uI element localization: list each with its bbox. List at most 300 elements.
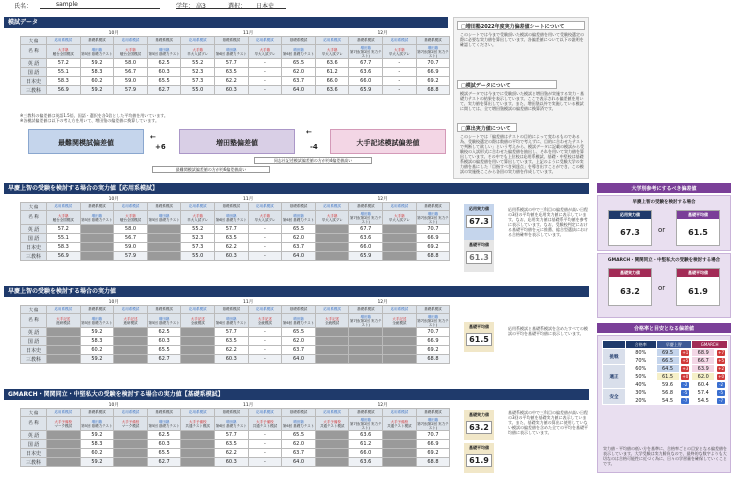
section-description: 応用系模試と基礎系模試を含めたすべての模試の平均を基礎平均値に表示しています。 [508, 326, 588, 336]
mock-type-cell: 基礎系模試 [147, 203, 181, 211]
score-cell: 58.3 [47, 77, 81, 86]
rate-cell: 60% [625, 365, 656, 373]
score-cell: 57.9 [114, 86, 148, 95]
mock-name-cell [282, 211, 316, 225]
mock-name-cell [282, 314, 316, 328]
mock-type-cell: 応用系模試 [383, 409, 417, 417]
kpi-label: 基礎実力値 [469, 412, 489, 417]
score-row [21, 59, 450, 68]
score-cell [47, 355, 81, 364]
mock-name: 第7回(第2回 実力テスト) [417, 421, 449, 430]
pass-rate-table [602, 340, 728, 405]
kpi-label: 基礎平均値 [469, 242, 489, 247]
score-cell [80, 225, 114, 234]
elective-label: 選択： [228, 3, 247, 10]
score-cell: 68.8 [416, 458, 450, 467]
score-cell [315, 337, 349, 346]
name-label: 氏名： [14, 3, 33, 10]
mock-name-cell [349, 417, 383, 431]
score-cell: 69.2 [416, 449, 450, 458]
score-cell: 56.9 [47, 86, 81, 95]
subject-name: 国 語 [21, 68, 47, 77]
mock-type-cell: 基礎系模試 [282, 409, 316, 417]
gmarch-diff [715, 389, 728, 397]
kpi-box [464, 204, 494, 240]
subject-name: 三教科 [21, 86, 47, 95]
gmarch-diff [715, 365, 728, 373]
panel-text: 模試データでは今までに受験頂いた模試と増田塾が実施する実力・基礎力テストの結果を表示しています。ここで表示される偏差値を用いて、実力値を算出しています。また、増田塾以外で実施している模試に関しては、全て増田塾模試の偏差値に換算済です。 [460, 91, 584, 111]
student-info-line [0, 0, 300, 12]
mock-organizer: 大手記述 [56, 316, 71, 321]
sokei-diff [679, 381, 692, 389]
band-label: 適正 [603, 365, 626, 389]
score-cell: 59.2 [80, 328, 114, 337]
mock-name: 全統模試 [257, 320, 272, 325]
sokei-value: 59.6 [656, 381, 679, 389]
diff-chip: -7 [719, 397, 724, 403]
score-row [21, 449, 450, 458]
mock-organizer: 増田塾 [226, 47, 237, 52]
score-cell: - [248, 337, 282, 346]
target-box-sokei [597, 195, 731, 251]
diff-chip: -7 [683, 397, 688, 403]
mock-type-cell: 基礎系模試 [215, 306, 249, 314]
diff-chip: +3 [682, 365, 689, 371]
mock-type-cell: 応用系模試 [181, 203, 215, 211]
mock-type-cell: 応用系模試 [114, 306, 148, 314]
mock-type-cell: 基礎系模試 [349, 409, 383, 417]
header-subject: 名 称 [21, 314, 47, 328]
mock-name-cell [80, 211, 114, 225]
mock-organizer: 大手塾 [192, 47, 203, 52]
gmarch-diff [715, 381, 728, 389]
mock-organizer: 増田塾 [293, 316, 304, 321]
score-cell: 59.0 [114, 243, 148, 252]
mock-organizer: 大手塾 [326, 47, 338, 52]
score-cell [349, 355, 383, 364]
mock-name: 第6回 基礎力テスト [282, 423, 315, 428]
score-cell: - [383, 86, 417, 95]
diff-chip: -5 [683, 389, 688, 395]
score-cell: 57.9 [114, 252, 148, 261]
score-cell [349, 346, 383, 355]
score-cell: 60.2 [80, 346, 114, 355]
kpi-label: 応用実力値 [469, 206, 489, 211]
score-cell [47, 458, 81, 467]
mock-name: 早大入試プレ [254, 217, 276, 222]
score-cell: 63.5 [215, 440, 249, 449]
header-dist: 大 偏 [21, 409, 47, 417]
mock-organizer: 増田塾 [293, 213, 304, 218]
basic-mock-table [20, 402, 450, 467]
mock-name: 第7回(第2回 実力テスト) [350, 318, 382, 327]
rate-cell: 50% [625, 373, 656, 381]
gmarch-value: 63.9 [692, 365, 715, 373]
mock-name: 第5回 基礎力テスト [81, 51, 113, 56]
score-cell: 60.2 [80, 449, 114, 458]
sokei-header: 早慶上智 [656, 341, 692, 349]
name-value: sample [56, 1, 78, 8]
kpi-value: 61.5 [466, 333, 492, 346]
mock-type-cell: 基礎系模試 [215, 203, 249, 211]
mock-organizer: 大手塾 [326, 213, 338, 218]
sokei-value: 69.5 [656, 349, 679, 357]
value-card-label: 応用実力値 [609, 211, 651, 219]
score-cell: 60.3 [147, 337, 181, 346]
mock-name: 第5回 基礎力テスト [81, 320, 113, 325]
score-cell: 60.3 [215, 86, 249, 95]
mock-name: 共通テスト模試 [252, 423, 278, 428]
score-cell [80, 252, 114, 261]
mock-name: 第7回(第2回 実力テスト) [417, 49, 449, 58]
mock-type-cell: 応用系模試 [181, 306, 215, 314]
score-cell: - [248, 68, 282, 77]
mock-organizer: 大手記述 [190, 316, 205, 321]
score-cell: 60.3 [215, 355, 249, 364]
gmarch-header: GMARCH [692, 341, 728, 349]
pass-rate-row [603, 389, 728, 397]
score-cell: 56.7 [114, 68, 148, 77]
score-cell: 65.9 [349, 252, 383, 261]
mock-name: マーク模試 [121, 423, 140, 428]
score-cell: 55.0 [181, 252, 215, 261]
mock-name-cell [349, 314, 383, 328]
value-card [608, 210, 652, 246]
kpi-value: 61.9 [466, 454, 492, 467]
score-cell [181, 458, 215, 467]
score-cell [80, 234, 114, 243]
mock-name-cell [80, 45, 114, 59]
mock-name-cell [114, 314, 148, 328]
subject-name: 英 語 [21, 59, 47, 68]
gmarch-value: 68.9 [692, 349, 715, 357]
mock-name: 早大入試プレ [321, 51, 343, 56]
score-cell [383, 449, 417, 458]
subject-name: 国 語 [21, 337, 47, 346]
score-cell [315, 440, 349, 449]
score-cell: - [248, 440, 282, 449]
score-cell [114, 431, 148, 440]
subject-name: 英 語 [21, 431, 47, 440]
band-label: 挑戦 [603, 349, 626, 365]
month-header: 11月 [181, 196, 315, 203]
mock-name-cell [47, 314, 81, 328]
mock-name: 第6回 基礎力テスト [215, 217, 247, 222]
mock-organizer: 大手塾 [125, 47, 136, 52]
mock-type-cell: 基礎系模試 [282, 37, 316, 45]
score-cell: 60.3 [215, 458, 249, 467]
advanced-mock-table [20, 196, 450, 261]
band-label: 安全 [603, 389, 626, 405]
score-cell [383, 346, 417, 355]
score-cell: 63.7 [282, 77, 316, 86]
score-cell [47, 328, 81, 337]
mock-organizer: 増田塾 [293, 419, 304, 424]
score-cell [383, 431, 417, 440]
mock-name: 第7回(第2回 実力テスト) [350, 49, 382, 58]
mock-organizer: 大手塾 [192, 213, 203, 218]
mock-name-cell [248, 417, 282, 431]
value-card-number: 67.3 [620, 228, 640, 237]
score-cell [181, 355, 215, 364]
flow-note-lower: 最難関模試偏差値の方が約6偏差値高い [152, 166, 270, 173]
diff-chip: -5 [719, 389, 724, 395]
mock-name-cell [114, 211, 148, 225]
score-cell: 64.0 [282, 355, 316, 364]
kpi-label: 基礎平均値 [469, 324, 489, 329]
mock-type-cell: 基礎系模試 [80, 306, 114, 314]
mock-name-cell [114, 45, 148, 59]
score-cell: 58.0 [114, 59, 148, 68]
score-cell: 56.7 [114, 234, 148, 243]
name-underline [40, 8, 160, 9]
rate-cell: 40% [625, 381, 656, 389]
score-cell [315, 234, 349, 243]
mock-name-cell [147, 211, 181, 225]
minus-four: -4 [310, 143, 318, 151]
mock-type-cell: 応用系模試 [47, 409, 81, 417]
score-cell: - [248, 225, 282, 234]
score-cell: 68.8 [416, 252, 450, 261]
mock-type-cell: 応用系模試 [315, 203, 349, 211]
score-row [21, 243, 450, 252]
mock-name: 駿台全国模試 [52, 51, 74, 56]
score-cell [383, 458, 417, 467]
sokei-value: 56.8 [656, 389, 679, 397]
score-cell: 57.7 [215, 225, 249, 234]
kpi-value: 63.2 [466, 421, 492, 434]
rate-cell: 30% [625, 389, 656, 397]
flow-box-major-mock: 大手記述模試偏差値 [330, 129, 446, 154]
mock-organizer: 増田塾 [226, 419, 237, 424]
mock-organizer: 大手記述 [392, 316, 407, 321]
score-cell [181, 346, 215, 355]
grade-underline [176, 8, 286, 9]
score-cell [349, 328, 383, 337]
subject-name: 三教科 [21, 458, 47, 467]
mock-name-cell [47, 211, 81, 225]
mock-type-cell: 基礎系模試 [80, 37, 114, 45]
mock-name: 第5回 基礎力テスト [81, 217, 113, 222]
mock-type-cell: 応用系模試 [114, 37, 148, 45]
mock-organizer: 大手塾 [394, 47, 405, 52]
score-cell: 63.6 [315, 86, 349, 95]
score-cell [383, 252, 417, 261]
value-card [608, 268, 652, 306]
mock-name-cell [349, 45, 383, 59]
score-cell: 63.6 [349, 234, 383, 243]
month-header: 12月 [315, 196, 449, 203]
mock-name: 第7回(第2回 実力テスト) [350, 215, 382, 224]
score-cell: 58.3 [80, 440, 114, 449]
mock-name: 第5回 基礎力テスト [148, 423, 180, 428]
value-card-label: 基礎実力値 [609, 269, 651, 277]
panel-text: このシートでは今まで受験頂いた模試の偏差値を用いて受験校選定の際に必要な実力値を算出しています。各偏差値について以下の説明を確認してください。 [460, 32, 584, 47]
subject-name: 日本史 [21, 449, 47, 458]
score-cell [383, 225, 417, 234]
diff-chip: +0 [682, 373, 689, 379]
sokei-value: 64.5 [656, 365, 679, 373]
mock-organizer: 大手記述 [257, 316, 272, 321]
month-header: 12月 [315, 299, 449, 306]
mock-name-cell [383, 211, 417, 225]
score-row [21, 355, 450, 364]
month-header: 11月 [181, 299, 315, 306]
score-cell [315, 431, 349, 440]
mock-organizer: 増田塾 [360, 45, 371, 50]
mock-type-cell: 基礎系模試 [80, 203, 114, 211]
score-cell: 62.7 [147, 458, 181, 467]
score-cell: 59.2 [80, 458, 114, 467]
score-row [21, 346, 450, 355]
gmarch-value: 66.7 [692, 357, 715, 365]
panel-heading: □増田塾2022年度実力偏差値シートについて [457, 21, 585, 30]
score-cell: 59.2 [80, 59, 114, 68]
mock-name: 早大入試プレ [254, 51, 276, 56]
score-cell: - [248, 86, 282, 95]
mock-type-cell: 応用系模試 [47, 37, 81, 45]
score-cell: - [383, 77, 417, 86]
score-cell [114, 337, 148, 346]
score-cell: 57.7 [215, 59, 249, 68]
panel-heading: □算出実力値について [457, 123, 517, 132]
mock-name: 第5回 基礎力テスト [148, 320, 180, 325]
score-cell: 62.2 [215, 449, 249, 458]
score-cell [47, 431, 81, 440]
mock-name-cell [215, 417, 249, 431]
mock-name-cell [215, 45, 249, 59]
score-cell [181, 449, 215, 458]
score-cell: 55.2 [181, 225, 215, 234]
score-cell: 63.6 [349, 68, 383, 77]
score-cell: 57.2 [47, 59, 81, 68]
score-cell: 60.3 [215, 252, 249, 261]
score-cell [383, 234, 417, 243]
mock-organizer: 増田塾 [360, 417, 371, 422]
score-cell: 69.2 [416, 346, 450, 355]
score-cell: 62.2 [215, 243, 249, 252]
mock-name-cell [248, 45, 282, 59]
kpi-box [464, 410, 494, 440]
mock-type-cell: 基礎系模試 [147, 37, 181, 45]
mock-name: 第5回 基礎力テスト [148, 51, 180, 56]
mock-type-cell: 基礎系模試 [147, 409, 181, 417]
mock-name-cell [416, 211, 450, 225]
explanation-panel [453, 17, 589, 179]
score-row [21, 337, 450, 346]
score-cell [47, 346, 81, 355]
score-cell: 58.3 [80, 337, 114, 346]
or-text: or [658, 284, 666, 292]
mock-name: 駿台全国模試 [119, 51, 141, 56]
score-cell: 62.0 [282, 440, 316, 449]
mock-name-cell [383, 45, 417, 59]
header-dist: 大 偏 [21, 306, 47, 314]
score-cell: 63.5 [215, 337, 249, 346]
mock-type-cell: 応用系模試 [315, 409, 349, 417]
waseda-mock-table [20, 299, 450, 364]
score-cell: - [248, 458, 282, 467]
score-cell [383, 337, 417, 346]
mock-name-cell [248, 314, 282, 328]
score-row [21, 68, 450, 77]
score-cell: 65.5 [147, 449, 181, 458]
score-cell [147, 243, 181, 252]
section-title: 早慶上智の受験を検討する場合の実力値【応用系模試】 [4, 183, 589, 194]
sokei-value: 54.5 [656, 397, 679, 405]
mock-organizer: 増田塾 [427, 314, 439, 319]
score-cell [80, 243, 114, 252]
target-box-gmarch [597, 253, 731, 318]
panel-title: 合格率と目安となる偏差値 [597, 323, 731, 333]
score-cell: 52.3 [181, 234, 215, 243]
score-cell: 59.2 [80, 355, 114, 364]
score-cell: - [248, 431, 282, 440]
mock-organizer: 大手塾 [58, 47, 69, 52]
mock-name: 共通テスト模試 [387, 423, 412, 428]
score-cell: 66.0 [349, 77, 383, 86]
score-cell: 62.0 [282, 68, 316, 77]
flow-box-masuda: 増田塾偏差値 [179, 129, 295, 154]
mock-name-cell [47, 417, 81, 431]
score-cell: 60.3 [147, 68, 181, 77]
mock-type-row [21, 409, 450, 417]
mock-name: 第5回 基礎力テスト [81, 423, 113, 428]
mock-type-cell: 応用系模試 [383, 306, 417, 314]
score-cell [47, 337, 81, 346]
rate-cell: 70% [625, 357, 656, 365]
mock-type-cell: 応用系模試 [248, 203, 282, 211]
score-cell [383, 355, 417, 364]
sokei-value: 61.5 [656, 373, 679, 381]
sokei-diff [679, 365, 692, 373]
score-cell [47, 440, 81, 449]
subject-name: 日本史 [21, 346, 47, 355]
mock-name: 第6回 基礎力テスト [282, 217, 315, 222]
score-cell: 62.2 [215, 77, 249, 86]
mock-organizer: 大手予備校 [323, 419, 341, 424]
pass-rate-footnote: 実力値・平均値の低い方を基準に、合格率ごとの目安となる偏差値を表示しています。大学受験は実力勝負なので、最終的な数字よりも大切なのは合格可能性に近づく為に、日々の学習量を確保していくことです。 [603, 446, 727, 466]
mock-name: 第7回(第2回 実力テスト) [350, 421, 382, 430]
mock-name-row [21, 314, 450, 328]
mock-type-cell: 応用系模試 [47, 306, 81, 314]
sokei-diff [679, 349, 692, 357]
mock-type-cell: 応用系模試 [114, 409, 148, 417]
mock-type-cell: 基礎系模試 [282, 306, 316, 314]
score-cell [181, 337, 215, 346]
flow-note-upper: 同志社記述模試偏差値の方が約4偏差値高い [254, 157, 372, 164]
mock-type-cell: 基礎系模試 [349, 203, 383, 211]
gmarch-value: 54.5 [692, 397, 715, 405]
score-cell [114, 346, 148, 355]
mock-name-cell [181, 211, 215, 225]
score-cell: - [248, 77, 282, 86]
mock-name-cell [282, 45, 316, 59]
score-cell: 62.7 [147, 86, 181, 95]
panel-heading: □模試データについて [457, 80, 557, 89]
mock-organizer: 増田塾 [91, 419, 103, 424]
mock-name: 第7回(第2回 実力テスト) [417, 215, 449, 224]
mock-name: 駿台全国模試 [119, 217, 141, 222]
mock-name-cell [416, 45, 450, 59]
score-cell [147, 252, 181, 261]
mock-organizer: 大手予備校 [121, 419, 140, 424]
section-description: 基礎系模試の中で三科目の偏差値が高い日程の3回の平均値を基礎実力値に表示しています。また、基礎実力値の算出に使用していない模試の偏差値を含めた全ての平均を基礎平均値に表示しています。 [508, 410, 588, 435]
mock-organizer: 大手塾 [125, 213, 136, 218]
mock-name: 第6回 基礎力テスト [215, 320, 247, 325]
mock-type-cell: 応用系模試 [383, 203, 417, 211]
score-cell: 70.7 [416, 59, 450, 68]
